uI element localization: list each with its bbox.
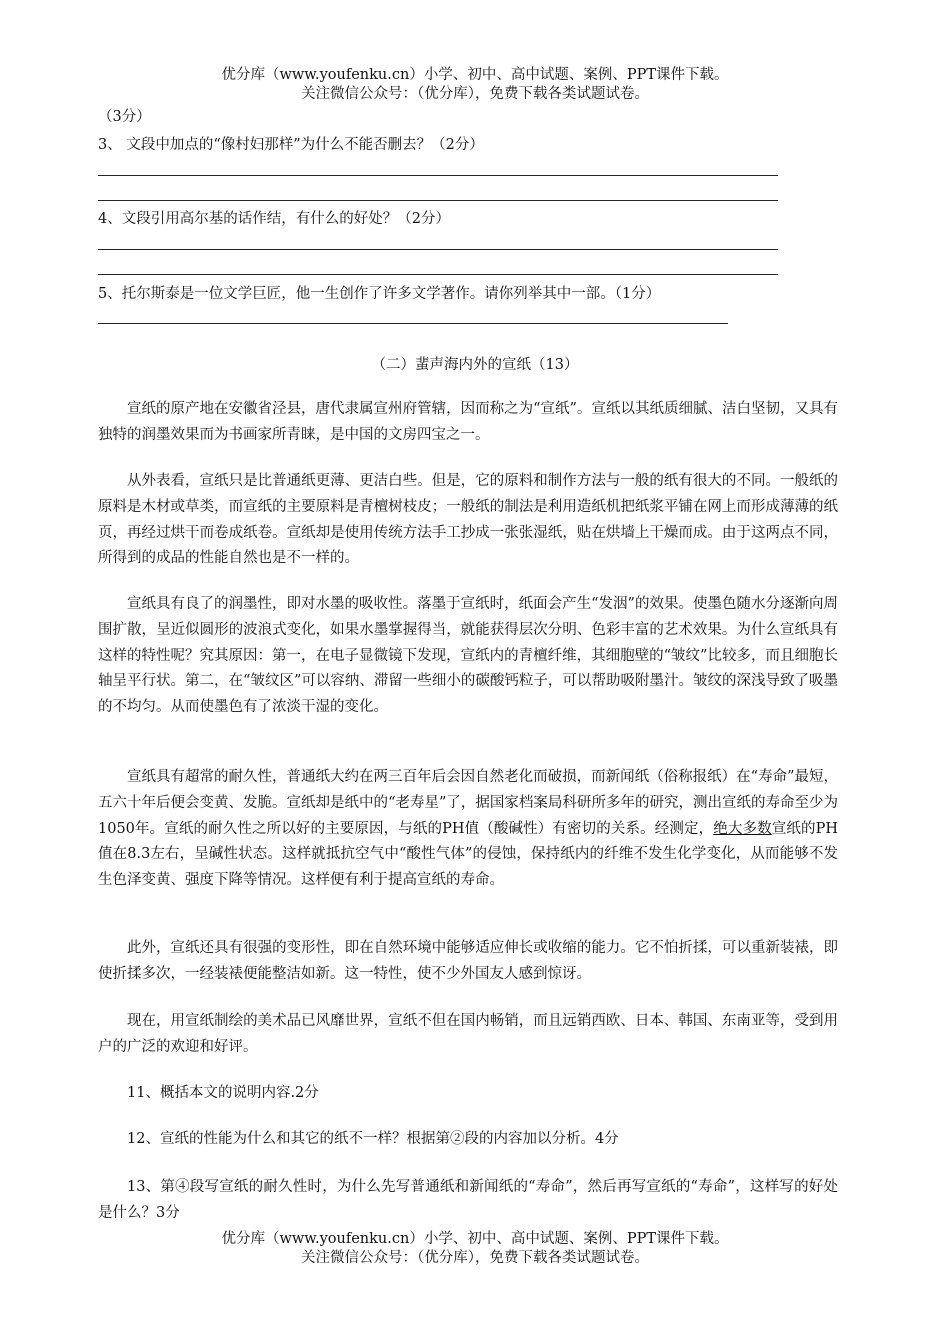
underlined-phrase: 绝大多数 bbox=[713, 820, 772, 837]
score-note: （3分） bbox=[98, 109, 151, 125]
paragraph-6: 现在，用宣纸制绘的美术品已风靡世界，宣纸不但在国内畅销，而且远销西欧、日本、韩国、东南亚等，受到用户的广泛的欢迎和好评。 bbox=[98, 1013, 838, 1055]
paragraph-4-text-b: 宣纸的PH值在8.3左右，呈碱性状态。这样就抵抗空气中“酸性气体”的侵蚀，保持纸内的纤维不发生化学变化，从而能够不发生色泽变黄、强度下降等情况。这样便有利于提高宣纸的寿命。 bbox=[98, 820, 839, 889]
question-5: 5、托尔斯泰是一位文学巨匠，他一生创作了许多文学著作。请你列举其中一部。（1分） bbox=[98, 286, 661, 302]
section-title: （二）蜚声海内外的宣纸（13） bbox=[371, 357, 579, 373]
answer-line bbox=[98, 200, 778, 201]
answer-line bbox=[98, 249, 778, 250]
paragraph-5: 此外，宣纸还具有很强的变形性，即在自然环境中能够适应伸长或收缩的能力。它不怕折揉，可以重新装裱，即使折揉多次，一经装裱便能整洁如新。这一特性，使不少外国友人感到惊讶。 bbox=[98, 940, 838, 982]
answer-line bbox=[98, 175, 778, 176]
page-header-line1: 优分库（www.youfenku.cn）小学、初中、高中试题、案例、PPT课件下载。 bbox=[221, 67, 729, 83]
paragraph-3: 宣纸具有良了的润墨性，即对水墨的吸收性。落墨于宣纸时，纸面会产生“发洇”的效果。使墨色随水分逐渐向周围扩散，呈近似圆形的波浪式变化，如果水墨掌握得当，就能获得层次分明、色彩丰富的艺术效果。为什么宣纸具有这样的特性呢？究其原因：第一，在电子显微镜下发现，宣纸内的青檀纤维，其细胞壁的“皱纹”比较多，而且细胞长轴呈平行状。第二，在“皱纹区”可以容纳、滞留一些细小的碳酸钙粒子，可以帮助吸附墨汁。皱纹的深浅导致了吸墨的不均匀。从而使墨色有了浓淡干湿的变化。 bbox=[98, 596, 838, 716]
question-4: 4、文段引用高尔基的话作结，有什么的好处？（2分） bbox=[98, 211, 450, 227]
paragraph-2: 从外表看，宣纸只是比普通纸更薄、更洁白些。但是，它的原料和制作方法与一般的纸有很大的不同。一般纸的原料是木材或草类，而宣纸的主要原料是青檀树枝皮；一般纸的制法是利用造纸机把纸浆平铺在网上而形成薄薄的纸页，再经过烘干而卷成纸卷。宣纸却是使用传统方法手工抄成一张张湿纸，贴在烘墙上干燥而成。由于这两点不同，所得到的成品的性能自然也是不一样的。 bbox=[98, 473, 838, 567]
paragraph-4-text-a: 宣纸具有超常的耐久性，普通纸大约在两三百年后会因自然老化而破损，而新闻纸（俗称报纸）在“寿命”最短，五六十年后便会变黄、发脆。宣纸却是纸中的“老寿星”了，据国家档案局科研所多年的研究，测出宣纸的寿命至少为1050年。宣纸的耐久性之所以好的主要原因，与纸的PH值（酸碱性）有密切的关系。经测定， bbox=[98, 769, 838, 837]
question-11: 11、概括本文的说明内容.2分 bbox=[127, 1085, 319, 1101]
question-12: 12、宣纸的性能为什么和其它的纸不一样？根据第②段的内容加以分析。4分 bbox=[127, 1131, 619, 1147]
page-footer-line1: 优分库（www.youfenku.cn）小学、初中、高中试题、案例、PPT课件下载。 bbox=[221, 1231, 729, 1247]
page-footer-line2: 关注微信公众号：（优分库），免费下载各类试题试卷。 bbox=[301, 1250, 649, 1266]
answer-line bbox=[98, 323, 728, 324]
answer-line bbox=[98, 274, 778, 275]
question-13: 13、第④段写宣纸的耐久性时，为什么先写普通纸和新闻纸的“寿命”，然后再写宣纸的“寿命”，这样写的好处是什么？3分 bbox=[98, 1179, 838, 1221]
paragraph-1: 宣纸的原产地在安徽省泾县，唐代隶属宣州府管辖，因而称之为“宣纸”。宣纸以其纸质细腻、洁白坚韧，又具有独特的润墨效果而为书画家所青睐，是中国的文房四宝之一。 bbox=[98, 401, 838, 443]
paragraph-4 bbox=[98, 765, 838, 894]
question-3: 3、 文段中加点的“像村妇那样”为什么不能否删去？（2分） bbox=[98, 137, 484, 153]
page-header-line2: 关注微信公众号：（优分库），免费下载各类试题试卷。 bbox=[301, 86, 649, 102]
